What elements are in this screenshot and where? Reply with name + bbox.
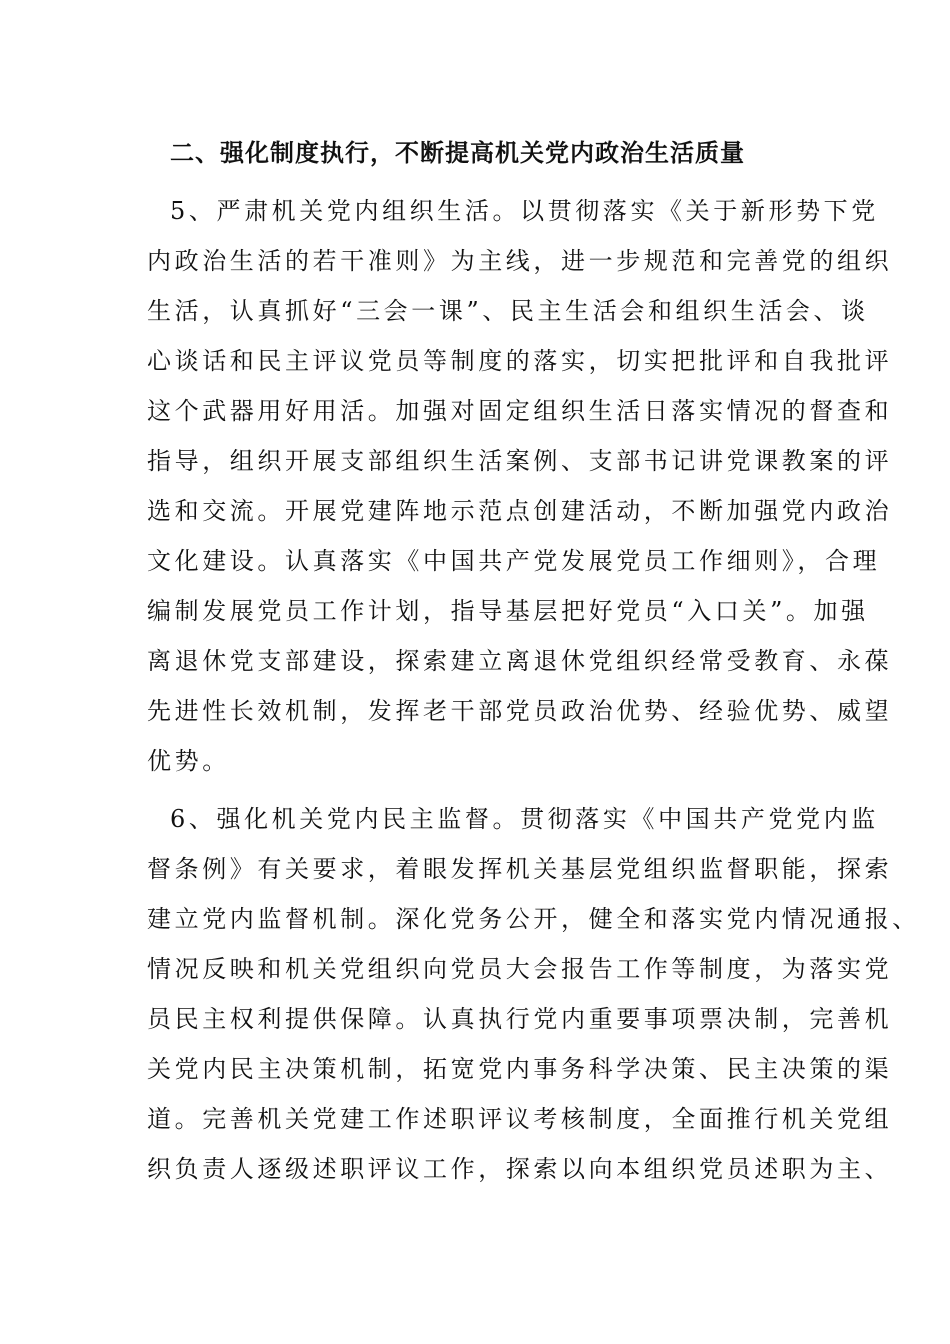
paragraph-5-line: 内政治生活的若干准则》为主线，进一步规范和完善党的组织 [147,247,893,275]
paragraph-5-line: 生活，认真抓好“三会一课”、民主生活会和组织生活会、谈 [147,297,869,325]
paragraph-5-line: 5、严肃机关党内组织生活。以贯彻落实《关于新形势下党 [170,197,879,225]
paragraph-5-line: 先进性长效机制，发挥老干部党员政治优势、经验优势、威望 [147,697,893,725]
paragraph-6-line: 督条例》有关要求，着眼发挥机关基层党组织监督职能，探索 [147,855,893,883]
paragraph-6-line: 关党内民主决策机制，拓宽党内事务科学决策、民主决策的渠 [147,1055,893,1083]
paragraph-5-line: 编制发展党员工作计划，指导基层把好党员“入口关”。加强 [147,597,869,625]
paragraph-6-line: 情况反映和机关党组织向党员大会报告工作等制度，为落实党 [147,955,893,983]
paragraph-6-line: 道。完善机关党建工作述职评议考核制度，全面推行机关党组 [147,1105,893,1133]
paragraph-5-line: 文化建设。认真落实《中国共产党发展党员工作细则》，合理 [147,547,881,575]
section-heading: 二、强化制度执行，不断提高机关党内政治生活质量 [170,139,745,167]
paragraph-6-line: 员民主权利提供保障。认真执行党内重要事项票决制，完善机 [147,1005,893,1033]
paragraph-5-line: 心谈话和民主评议党员等制度的落实，切实把批评和自我批评 [147,347,893,375]
paragraph-5-line: 优势。 [147,747,230,775]
paragraph-6-line: 织负责人逐级述职评议工作，探索以向本组织党员述职为主、 [147,1155,893,1183]
paragraph-6-line: 6、强化机关党内民主监督。贯彻落实《中国共产党党内监 [170,805,879,833]
paragraph-5-line: 这个武器用好用活。加强对固定组织生活日落实情况的督查和 [147,397,893,425]
paragraph-5-line: 离退休党支部建设，探索建立离退休党组织经常受教育、永葆 [147,647,893,675]
paragraph-5-line: 选和交流。开展党建阵地示范点创建活动，不断加强党内政治 [147,497,893,525]
paragraph-5-line: 指导，组织开展支部组织生活案例、支部书记讲党课教案的评 [147,447,893,475]
paragraph-6-line: 建立党内监督机制。深化党务公开，健全和落实党内情况通报、 [147,905,920,933]
